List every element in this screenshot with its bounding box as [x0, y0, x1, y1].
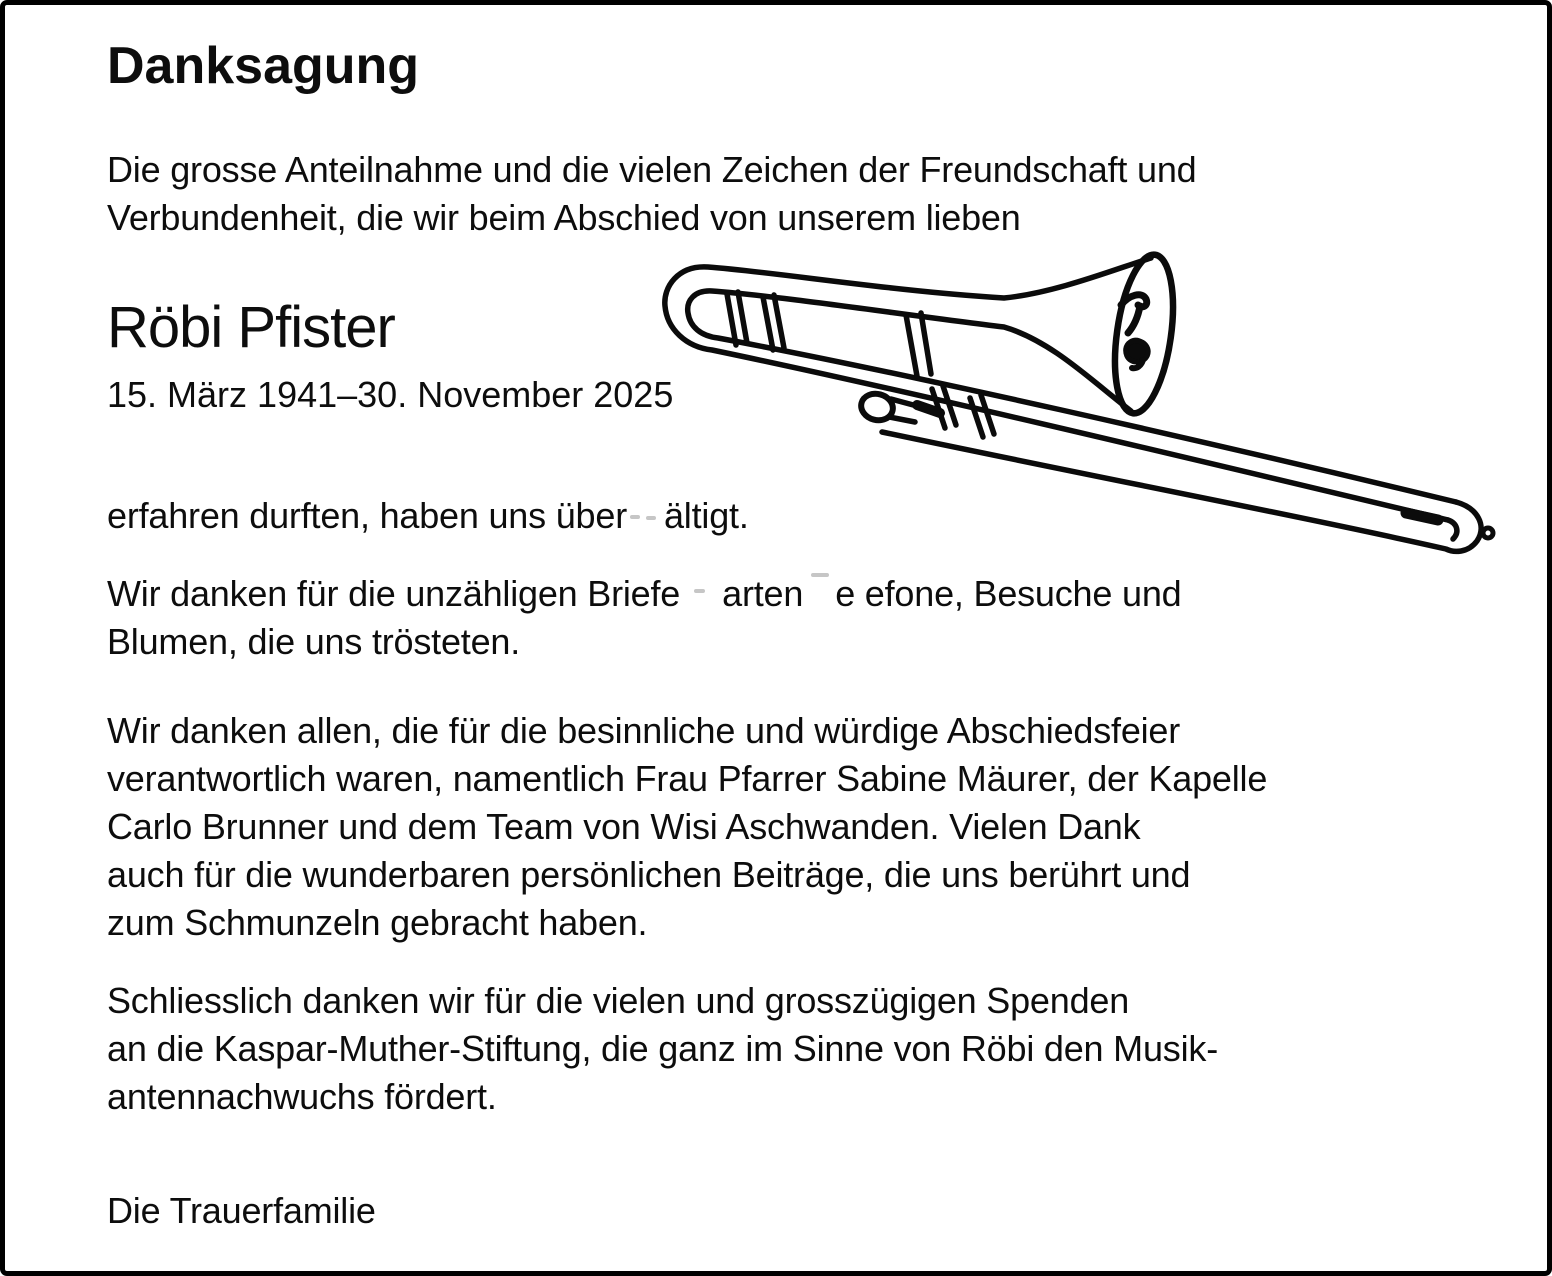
ceremony-line-4: auch für die wunderbaren persönlichen Beiträge, die uns berührt und	[107, 854, 1191, 895]
ceremony-line-5: zum Schmunzeln gebracht haben.	[107, 902, 648, 943]
ceremony-line-2: verantwortlich waren, namentlich Frau Pfarrer Sabine Mäurer, der Kapelle	[107, 758, 1268, 799]
erasure-artifact	[627, 492, 664, 528]
overwhelmed-text-after: ältigt.	[663, 495, 749, 536]
erasure-artifact	[803, 570, 835, 606]
donations-paragraph	[107, 977, 1218, 1121]
trombone-slide-stays	[932, 386, 994, 437]
intro-line-2: Verbundenheit, die wir beim Abschied von unserem lieben	[107, 197, 1021, 238]
trombone-bell-stay	[906, 313, 931, 376]
trombone-slide-bow	[882, 432, 1481, 551]
donations-line-2: an die Kaspar-Muther-Stiftung, die ganz im Sinne von Röbi den Musik-	[107, 1028, 1218, 1069]
ceremony-paragraph	[107, 707, 1267, 947]
life-dates: 15. März 1941–30. November 2025	[107, 374, 674, 415]
trombone-end-knob	[1483, 528, 1493, 538]
erasure-artifact	[680, 570, 722, 606]
trombone-bell	[1106, 251, 1182, 417]
ceremony-line-1: Wir danken allen, die für die besinnliche und würdige Abschiedsfeier	[107, 710, 1181, 751]
intro-line-1: Die grosse Anteilnahme und die vielen Zeichen der Freundschaft und	[107, 149, 1197, 190]
ceremony-line-3: Carlo Brunner und dem Team von Wisi Aschwanden. Vielen Dank	[107, 806, 1141, 847]
deceased-name: Röbi Pfister	[107, 295, 395, 360]
overwhelmed-text-before: erfahren durften, haben uns über	[107, 495, 627, 536]
trombone-slide-inner-bow	[1448, 520, 1457, 539]
messages-paragraph	[107, 570, 1181, 666]
messages-line-1: Wir danken für die unzähligen Briefe arten e efone, Besuche und	[107, 570, 1181, 618]
signature: Die Trauerfamilie	[107, 1190, 376, 1231]
trombone-lower-tube	[688, 291, 1456, 502]
intro-paragraph	[107, 146, 1196, 242]
trombone-bell-squiggles	[1121, 295, 1148, 368]
overwhelmed-paragraph	[107, 492, 749, 540]
donations-line-3: antennachwuchs fördert.	[107, 1076, 497, 1117]
messages-line-2: Blumen, die uns trösteten.	[107, 621, 521, 662]
trombone-mouthpiece	[858, 390, 940, 423]
page-title: Danksagung	[107, 37, 420, 95]
trombone-upper-tube	[665, 258, 1448, 520]
trombone-loop-braces	[727, 292, 784, 350]
trombone-slide-bumper	[1406, 513, 1438, 520]
donations-line-1: Schliesslich danken wir für die vielen und grosszügigen Spenden	[107, 980, 1130, 1021]
